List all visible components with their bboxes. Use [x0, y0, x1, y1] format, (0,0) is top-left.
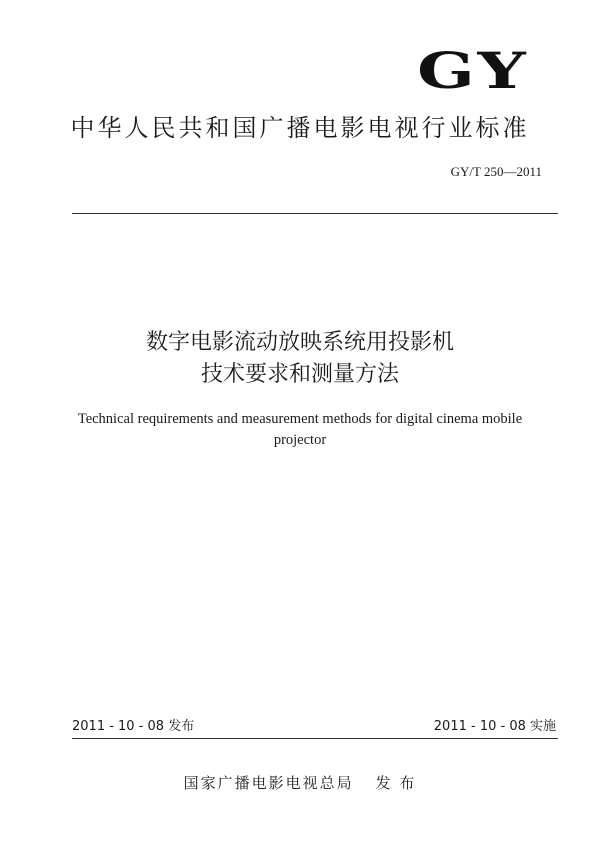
issue-date: 2011 - 10 - 08 发布	[72, 719, 195, 734]
bottom-divider	[72, 738, 558, 739]
top-divider	[72, 213, 558, 214]
publisher-name: 国家广播电影电视总局	[183, 774, 354, 792]
chinese-title	[0, 327, 600, 391]
publish-action: 发 布	[375, 774, 417, 792]
english-title	[60, 409, 540, 451]
implementation-date: 2011 - 10 - 08 实施	[433, 719, 556, 734]
gy-logo: GY	[416, 41, 528, 100]
english-title-line-1: Technical requirements and measurement methods for digital cinema mobile	[77, 411, 523, 427]
standard-number: GY/T 250—2011	[450, 164, 542, 179]
publisher-line	[0, 776, 600, 791]
english-title-line-2: projector	[273, 432, 327, 448]
chinese-title-line-1: 数字电影流动放映系统用投影机	[145, 330, 454, 355]
organization-title: 中华人民共和国广播电影电视行业标准	[70, 114, 530, 142]
chinese-title-line-2: 技术要求和测量方法	[200, 362, 399, 387]
